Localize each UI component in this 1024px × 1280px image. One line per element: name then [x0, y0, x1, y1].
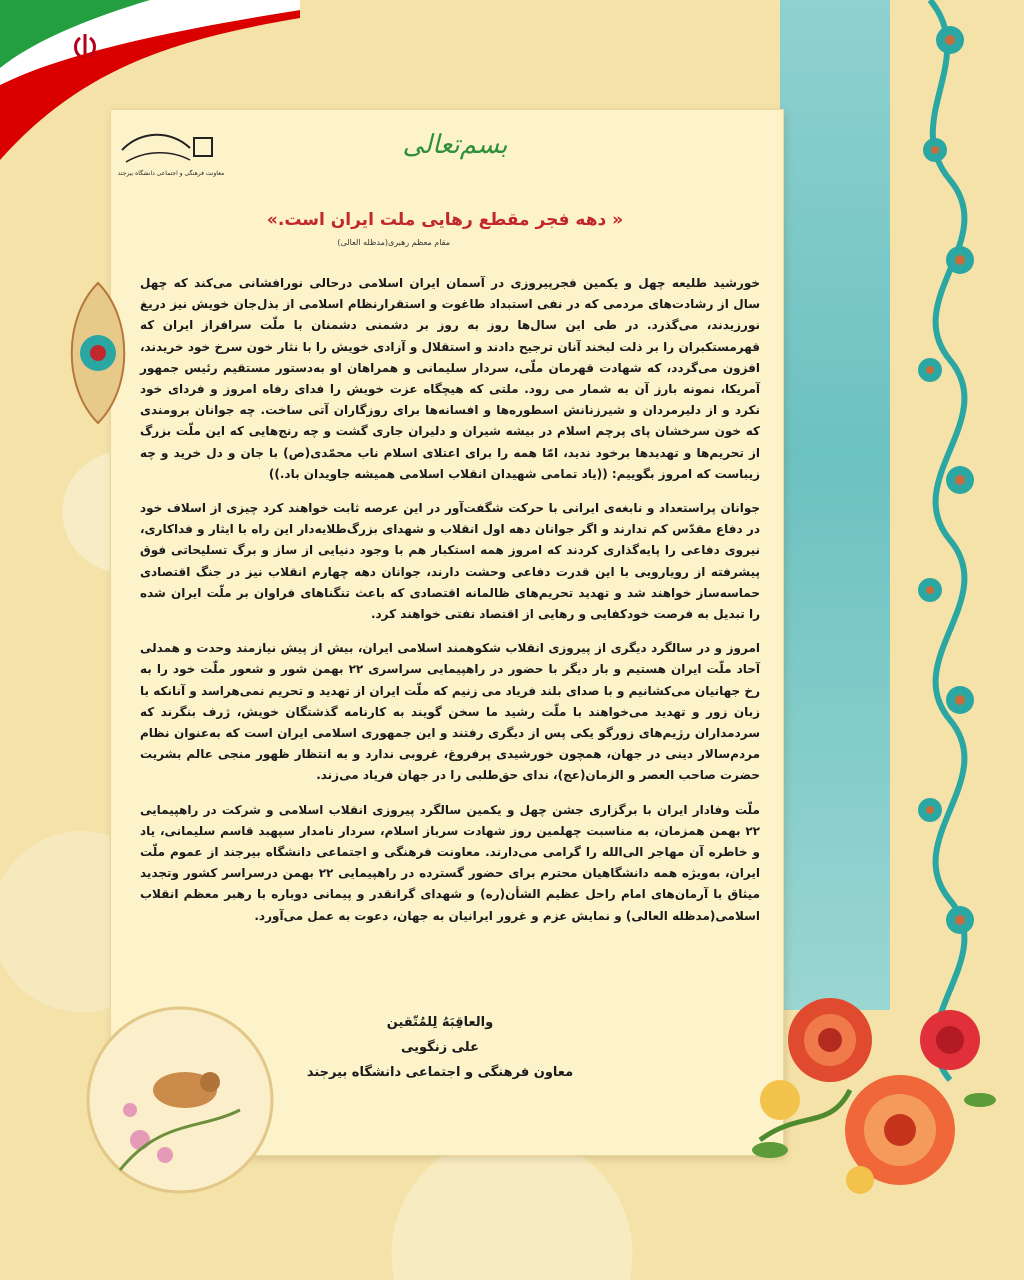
bird-medallion-ornament [80, 1000, 280, 1200]
signature-block [300, 1010, 580, 1085]
page-title: « دهه فجر مقطع رهایی ملت ایران است.» [266, 210, 624, 230]
flower-bouquet-ornament [740, 980, 1000, 1200]
signatory-title: معاون فرهنگی و اجتماعی دانشگاه بیرجند [306, 1065, 574, 1080]
paragraph: ملّت وفادار ایران با برگزاری جشن چهل و یکمین سالگرد پیروزی انقلاب اسلامی و شرکت در راهپیمایی ۲۲ بهمن همزمان، به مناسبت چهلمین روز شهادت سرباز اسلام، سردار نامدار سپهبد قاسم سلیمانی، یاد و خاطره آن مهاجر الی‌الله را گرامی می‌دارند. معاونت فرهنگی و اجتماعی دانشگاه بیرجند از عموم ملّت ایران، به‌ویژه همه دانشگاهیان محترم برای حضور گسترده در راهپیمایی ۲۲ بهمن درسراسر کشور وتجدید میثاق با آرمان‌های امام راحل عظیم الشأن(ره) و شهدای گرانقدر و پیمانی دوباره با رهبر معظم انقلاب اسلامی(مدظله العالی) و نمایش عزم و غرور ایرانیان به جهان، دعوت به عمل می‌آورد. [140, 802, 760, 923]
quote-attribution: مقام معظم رهبری(مدظله العالی) [337, 238, 450, 247]
paragraph: خورشید طلیعه چهل و یکمین فجرپیروزی در آسمان ایران اسلامی درحالی نورافشانی می‌کند که چهل سال از رشادت‌های مردمی که در نفی استبداد طاغوت و استقرارنظام اسلامی از بذل‌جان خویش نیز دریغ نورزیدند، می‌گذرد. در طی این سال‌ها روز به روز بر دشمنی دشمنان با ملّت سرافراز ایران که قهرمستکبران را بر ذلت لبخند آنان ترجیح دادند و استقلال و آزادی خویش را با نثار خون سرخ خود خریدند، افزون می‌گردد، که شهادت قهرمان ملّی، سردار سلیمانی و همراهان او به‌دستور مستقیم رئیس جمهور آمریکا، نمونه بارز آن به شمار می رود. ملتی که هیچگاه عزت خویش را فدای رفاه امروز و فردای خود نکرد و از دلیرمردان و شیرزنانش اسطوره‌ها و افسانه‌ها برای روزگاران آتی ساخت. چه جوانان برومندی که خون سرخشان پای پرچم اسلام در بیشه شیران و دلیران جاری گشت و چه رنج‌هایی که این ملّت بزرگ از تحریم‌ها و تهدیدها برخود ندید، امّا همه را برای اعتلای اسلام ناب محمّدی(ص) با جان و دل خرید و چه زیباست که امروز بگوییم: ((یاد تمامی شهیدان انقلاب اسلامی همیشه جاویدان باد.)) [140, 276, 760, 481]
left-paisley-ornament [58, 278, 138, 428]
signatory-name: علی زنگویی [401, 1040, 479, 1055]
bismillah-calligraphy: بسم‌تعالی [402, 130, 508, 160]
letter-body [140, 273, 760, 940]
teal-decorative-band [780, 0, 890, 1010]
paragraph: امروز و در سالگرد دیگری از پیروزی انقلاب شکوهمند اسلامی ایران، بیش از پیش نیازمند وحدت و همدلی آحاد ملّت ایران هستیم و بار دیگر با حضور در راهپیمایی سراسری ۲۲ بهمن شور و شعور ملّت خود را به رخ جهانیان می‌کشانیم و با صدای بلند فریاد می زنیم که ملّت ایران از تهدید و تحریم نمی‌هراسد و آنانکه با زبان زور و تهدید می‌خواهند با ملّت رشید ما سخن گویند به کارنامه گذشتگان خویش، ژرف بنگرند که سردمداران رژیم‌های زورگو یکی پس از دیگری رفتند و این جمهوری اسلامی ایران است که به‌عنوان نظام مردم‌سالار دینی در جهان، همچون خورشیدی پرفروغ، غروبی ندارد و به انتظار ظهور منجی عالم بشریت حضرت صاحب العصر و الزمان(عج)، ندای حق‌طلبی را در جهان فریاد می‌زند. [140, 641, 761, 783]
logo-caption: معاونت فرهنگی و اجتماعی دانشگاه بیرجند [117, 170, 225, 177]
closing-line: والعاقِبَهُ لِلمُتّقین [386, 1015, 494, 1030]
paragraph: جوانان پراستعداد و نابغه‌ی ایرانی با حرکت شگفت‌آور در این عرصه ثابت خواهند کرد چیزی از اسلاف خود در دفاع مقدّس کم ندارند و اگر جوانان دهه اول انقلاب و شهدای بزرگ‌طلایه‌دار این راه با ایثار و فداکاری، نیروی دفاعی را پایه‌گذاری کردند که امروز همه استکبار هم با وجود دنیایی از ساز و برگ تسلیحاتی فوق پیشرفته از رویارویی با این قدرت دفاعی وحشت دارند، جوانان دهه چهارم انقلاب نیز در جنگ اقتصادی حماسه‌ساز خواهند شد و تهدید تحریم‌های ظالمانه اقتصادی که باعث تنگناهای فراوان بر ملّت ایران شده را تبدیل به فرصت خودکفایی و رهایی از اقتصاد نفتی خواهند کرد. [140, 501, 760, 622]
